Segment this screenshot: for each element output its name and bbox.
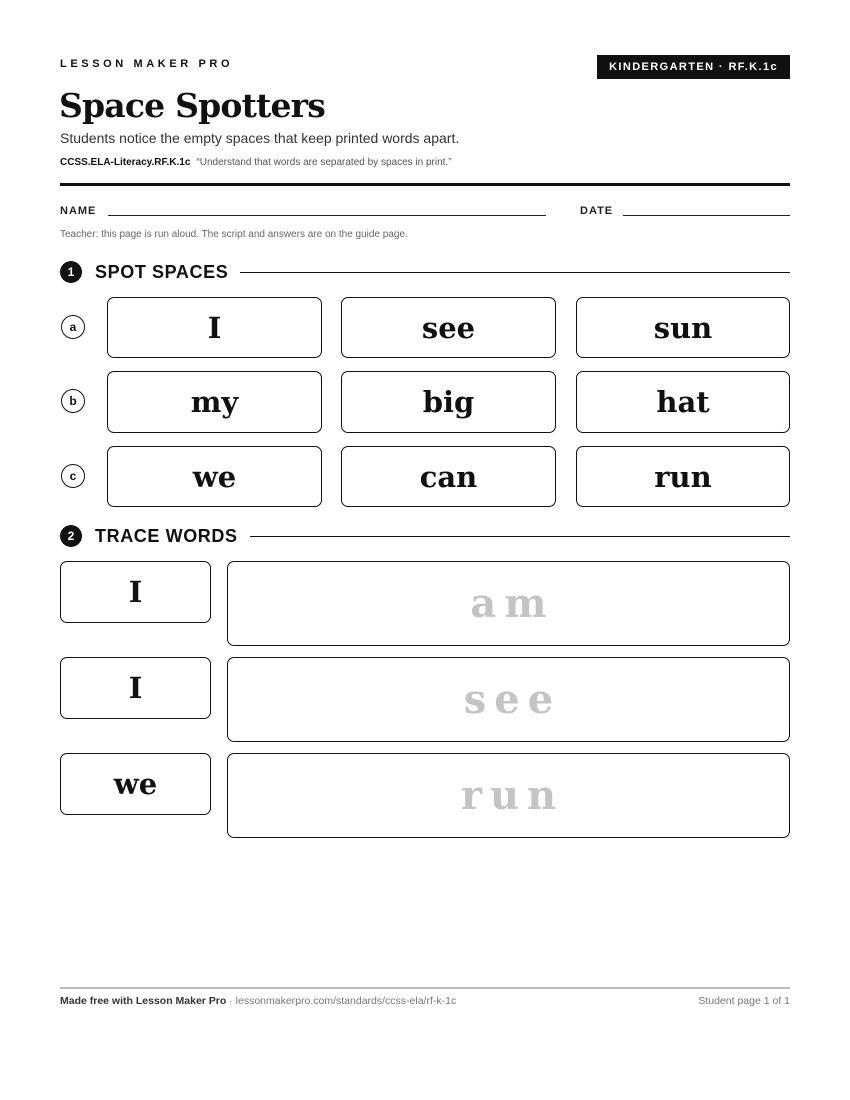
worksheet-subtitle: Students notice the empty spaces that keep printed words apart. bbox=[60, 130, 460, 146]
section-1-heading bbox=[60, 260, 790, 284]
date-label: DATE bbox=[580, 205, 614, 217]
name-label: NAME bbox=[60, 205, 97, 217]
word-card[interactable]: can bbox=[341, 446, 556, 507]
footer-page-label: Student page 1 of 1 bbox=[698, 995, 790, 1007]
trace-start-word: we bbox=[60, 753, 211, 815]
trace-word-box[interactable]: run bbox=[227, 753, 790, 838]
standard-reference bbox=[60, 157, 452, 168]
row-letter-a: a bbox=[61, 315, 85, 339]
word-card[interactable]: sun bbox=[576, 297, 790, 358]
row-letter-c: c bbox=[61, 464, 85, 488]
section-rule bbox=[240, 272, 790, 273]
section-number: 1 bbox=[60, 261, 82, 283]
word-card[interactable]: run bbox=[576, 446, 790, 507]
brand-name: LESSON MAKER PRO bbox=[60, 58, 234, 70]
header-divider bbox=[60, 183, 790, 186]
word-card[interactable]: see bbox=[341, 297, 556, 358]
footer-divider bbox=[60, 987, 790, 989]
word-card[interactable]: hat bbox=[576, 371, 790, 433]
trace-start-word: I bbox=[60, 657, 211, 719]
date-write-line[interactable] bbox=[623, 215, 790, 216]
standard-code: CCSS.ELA-Literacy.RF.K.1c bbox=[60, 157, 191, 168]
word-card[interactable]: big bbox=[341, 371, 556, 433]
standard-quote: “Understand that words are separated by spaces in print.” bbox=[196, 157, 452, 168]
footer-link[interactable]: · lessonmakerpro.com/standards/ccss-ela/rf-k-1c bbox=[226, 995, 457, 1007]
section-2-heading bbox=[60, 524, 790, 548]
section-number: 2 bbox=[60, 525, 82, 547]
footer-made-with: Made free with Lesson Maker Pro bbox=[60, 995, 227, 1007]
trace-word-box[interactable]: am bbox=[227, 561, 790, 646]
worksheet-title: Space Spotters bbox=[59, 86, 326, 125]
trace-start-word: I bbox=[60, 561, 211, 623]
section-rule bbox=[250, 536, 790, 537]
grade-standard-badge: KINDERGARTEN · RF.K.1c bbox=[597, 55, 790, 79]
section-title: SPOT SPACES bbox=[95, 261, 229, 282]
word-card[interactable]: my bbox=[107, 371, 322, 433]
teacher-note: Teacher: this page is run aloud. The script and answers are on the guide page. bbox=[60, 229, 408, 240]
trace-word-box[interactable]: see bbox=[227, 657, 790, 742]
name-write-line[interactable] bbox=[108, 215, 546, 216]
footer-credit bbox=[60, 995, 456, 1007]
word-card[interactable]: we bbox=[107, 446, 322, 507]
row-letter-b: b bbox=[61, 389, 85, 413]
word-card[interactable]: I bbox=[107, 297, 322, 358]
section-title: TRACE WORDS bbox=[95, 525, 238, 546]
